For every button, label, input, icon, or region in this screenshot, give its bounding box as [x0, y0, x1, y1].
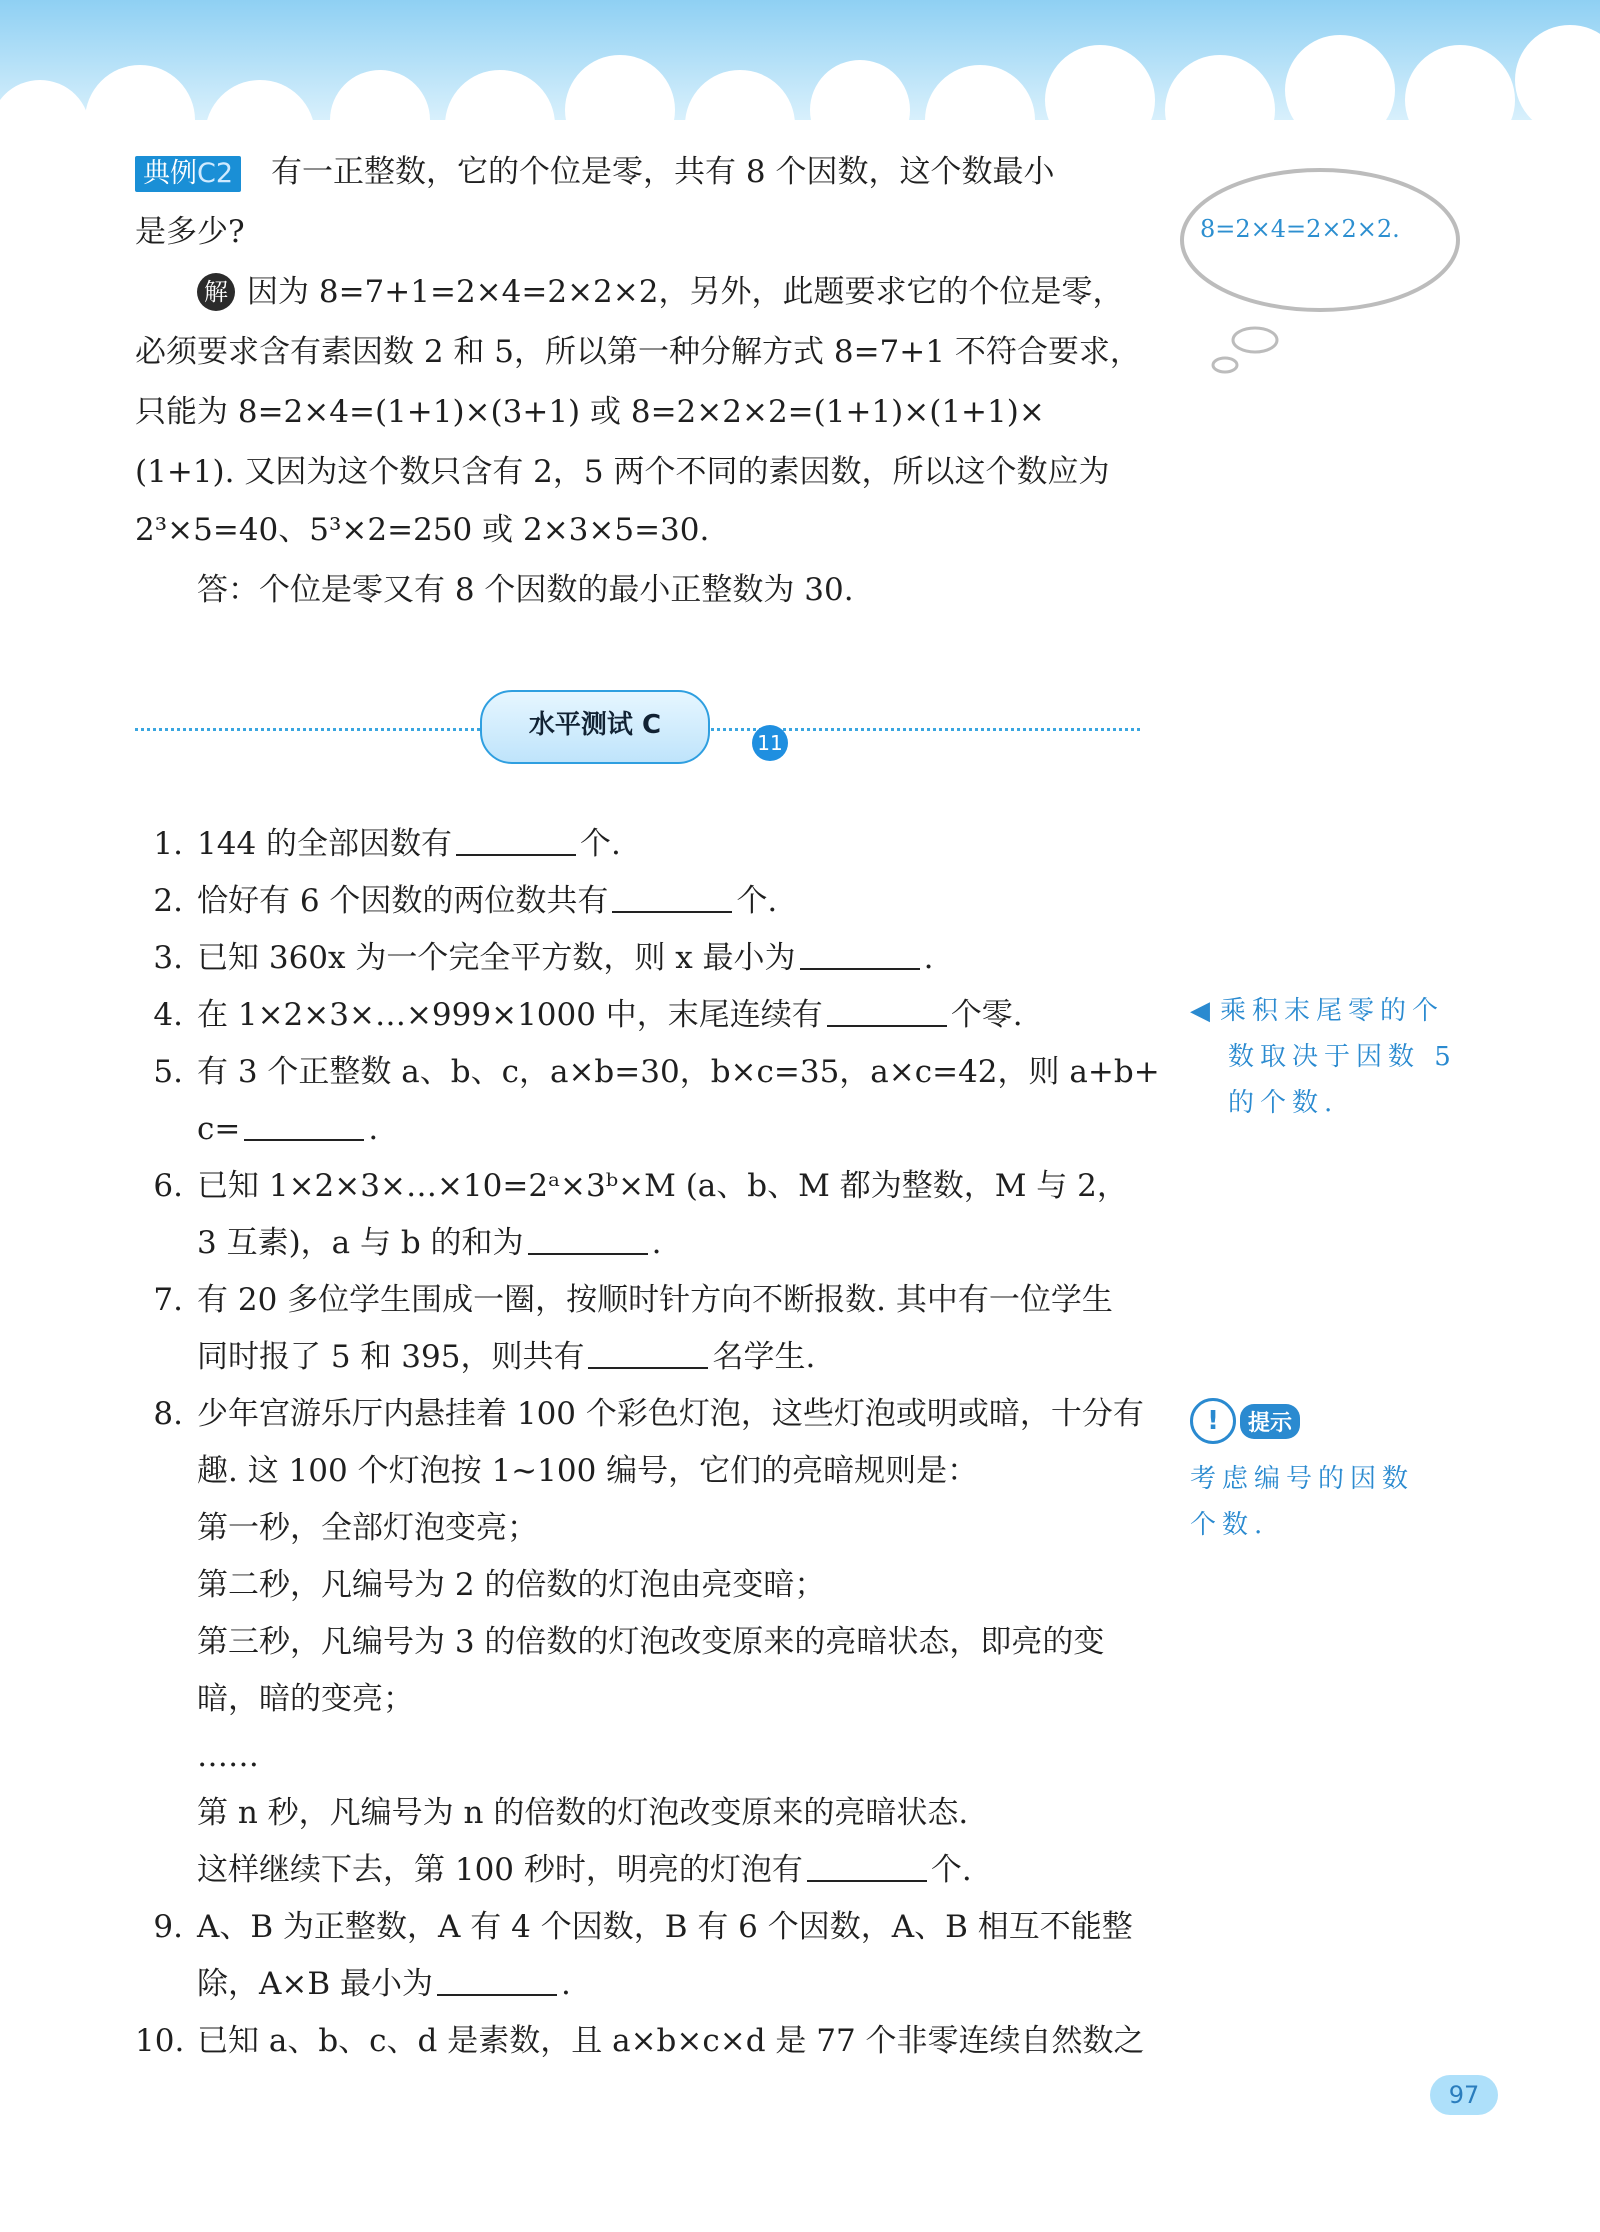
cloud-header-decoration: [0, 0, 1600, 170]
page-number: 97: [1430, 2075, 1498, 2115]
question-9-cont: 除，A×B 最小为 .: [197, 1966, 571, 2002]
question-8-line9: 这样继续下去，第 100 秒时，明亮的灯泡有 个.: [197, 1852, 972, 1888]
bubble-note: 8=2×4=2×2×2.: [1200, 215, 1400, 243]
question-9: 9. A、B 为正整数，A 有 4 个因数，B 有 6 个因数，A、B 相互不能整: [153, 1909, 1133, 1945]
question-8-line6: 暗，暗的变亮；: [197, 1681, 414, 1717]
question-8-line2: 趣. 这 100 个灯泡按 1~100 编号，它们的亮暗规则是：: [197, 1453, 979, 1489]
solution-line1: 因为 8=7+1=2×4=2×2×2，另外，此题要求它的个位是零，: [247, 274, 1124, 310]
question-2: 2. 恰好有 6 个因数的两位数共有 个.: [153, 883, 778, 919]
solution-line3: 只能为 8=2×4=(1+1)×(3+1) 或 8=2×2×2=(1+1)×(1+1)×: [135, 394, 1045, 430]
question-7: 7. 有 20 多位学生围成一圈，按顺时针方向不断报数. 其中有一位学生: [153, 1282, 1113, 1318]
hint-label: 提示: [1240, 1404, 1300, 1439]
question-8-line3: 第一秒，全部灯泡变亮；: [197, 1510, 538, 1546]
thought-bubble: [1170, 160, 1460, 390]
example-tag: 典例C2: [135, 156, 241, 192]
question-6: 6. 已知 1×2×3×…×10=2ᵃ×3ᵇ×M (a、b、M 都为整数，M 与 2，: [153, 1168, 1128, 1204]
solution-mark: 解: [197, 273, 235, 311]
question-8-line4: 第二秒，凡编号为 2 的倍数的灯泡由亮变暗；: [197, 1567, 826, 1603]
question-1: 1. 144 的全部因数有 个.: [153, 826, 621, 862]
solution-answer: 答：个位是零又有 8 个因数的最小正整数为 30.: [197, 572, 854, 608]
example-question-line1: 有一正整数，它的个位是零，共有 8 个因数，这个数最小: [271, 154, 1055, 190]
solution-line2: 必须要求含有素因数 2 和 5，所以第一种分解方式 8=7+1 不符合要求，: [135, 334, 1141, 370]
question-8-line8: 第 n 秒，凡编号为 n 的倍数的灯泡改变原来的亮暗状态.: [197, 1795, 969, 1831]
hint-text: 考虑编号的因数 个数.: [1190, 1464, 1415, 1540]
section-badge: 11: [752, 725, 788, 761]
section-title: 水平测试 C: [480, 690, 710, 764]
hint-header: [1190, 1398, 1300, 1444]
question-7-cont: 同时报了 5 和 395，则共有 名学生.: [197, 1339, 816, 1375]
solution-line4: (1+1). 又因为这个数只含有 2，5 两个不同的素因数，所以这个数应为: [135, 454, 1110, 490]
question-5-cont: c= .: [197, 1111, 379, 1147]
triangle-pointer-icon: ◀: [1190, 996, 1210, 1026]
solution-line5: 2³×5=40、5³×2=250 或 2×3×5=30.: [135, 512, 710, 548]
question-8-line5: 第三秒，凡编号为 3 的倍数的灯泡改变原来的亮暗状态，即亮的变: [197, 1624, 1105, 1660]
question-4: 4. 在 1×2×3×…×999×1000 中，末尾连续有 个零.: [153, 997, 1023, 1033]
question-8-line7: ……: [197, 1738, 259, 1774]
question-3: 3. 已知 360x 为一个完全平方数，则 x 最小为 .: [153, 940, 934, 976]
example-question-line2: 是多少?: [135, 214, 245, 250]
question-8: 8. 少年宫游乐厅内悬挂着 100 个彩色灯泡，这些灯泡或明或暗，十分有: [153, 1396, 1144, 1432]
exclamation-icon: !: [1190, 1398, 1236, 1444]
side-note-zeros: ◀ 乘积末尾零的个 数取决于因数 5 的个数.: [1190, 996, 1457, 1118]
question-6-cont: 3 互素)，a 与 b 的和为 .: [197, 1225, 662, 1261]
question-10: 10. 已知 a、b、c、d 是素数，且 a×b×c×d 是 77 个非零连续自然数之: [135, 2023, 1145, 2059]
question-5: 5. 有 3 个正整数 a、b、c，a×b=30，b×c=35，a×c=42，则 a+b+: [153, 1054, 1160, 1090]
